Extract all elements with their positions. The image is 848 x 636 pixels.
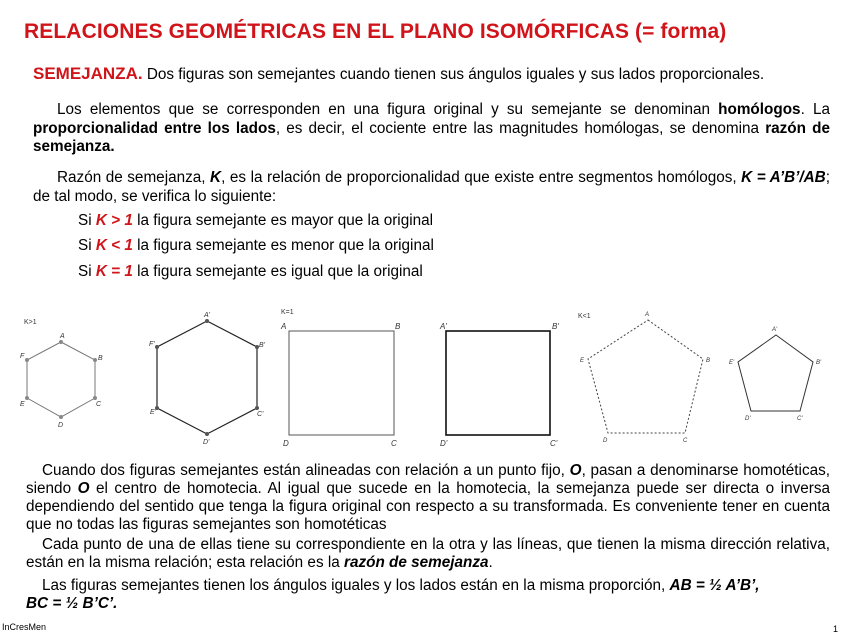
- label: D': [440, 439, 448, 448]
- paragraph-homoteticas: [26, 462, 830, 534]
- label: B': [816, 360, 822, 366]
- condition-text: la figura semejante es mayor que la original: [132, 212, 434, 229]
- text: Las figuras semejantes tienen los ángulos iguales y los lados están en la misma proporción,: [42, 577, 670, 594]
- label: C': [257, 411, 264, 418]
- paragraph-correspondencia: [26, 536, 830, 572]
- label: C: [391, 439, 397, 448]
- text: .: [488, 554, 493, 571]
- si: Si: [78, 237, 96, 254]
- text: , pasan a denominarse homotéticas, siendo: [26, 462, 830, 497]
- label: B: [706, 358, 711, 364]
- text: el centro de homotecia. Al igual que sucede en la homotecia, la semejanza puede ser directa o inversa dependiendo del sentido que tenga la figura original con respecto a su transformada. Es conveniente tener en cuenta que no todas las figuras semejantes son homotéticas: [26, 480, 830, 533]
- bold-term: razón de semejanza.: [33, 119, 830, 155]
- small-hexagon: [27, 342, 95, 417]
- label: F': [149, 341, 155, 348]
- label: F: [20, 353, 25, 360]
- paragraph-homologos: [33, 101, 830, 157]
- condition: K = 1: [95, 263, 133, 280]
- condition: K > 1: [95, 212, 133, 229]
- figures-illustration: [0, 298, 848, 453]
- label: E': [729, 360, 735, 366]
- large-hexagon: [157, 321, 257, 434]
- hex-caption: K>1: [24, 319, 37, 326]
- text: Cada punto de una de ellas tiene su correspondiente en la otra y las líneas, que tienen la misma dirección relativa, están en la misma relación; esta relación es la: [26, 536, 830, 571]
- label: A: [60, 333, 65, 340]
- large-pentagon: [588, 320, 703, 433]
- si: Si: [78, 212, 96, 229]
- text: ; de tal modo, se verifica lo siguiente:: [33, 169, 830, 205]
- label: C: [683, 438, 688, 444]
- text: , es la relación de proporcionalidad que existe entre segmentos homólogos,: [221, 169, 742, 186]
- condition: K < 1: [95, 237, 133, 254]
- paragraph-razon: [33, 169, 830, 206]
- label: C': [797, 416, 803, 422]
- label: A': [772, 327, 778, 333]
- o-symbol: O: [569, 462, 582, 479]
- text: Cuando dos figuras semejantes están alineadas con relación a un punto fijo,: [42, 462, 570, 479]
- label: B': [259, 342, 266, 349]
- k-symbol: K: [210, 169, 222, 186]
- condition-k-equal: [78, 263, 423, 281]
- label: C': [550, 439, 558, 448]
- label: D: [58, 422, 64, 429]
- condition-k-greater: [78, 212, 433, 230]
- square-original: [289, 331, 394, 435]
- semejanza-label: SEMEJANZA.: [33, 64, 143, 83]
- text: . La: [800, 101, 831, 118]
- square-similar: [446, 331, 550, 435]
- label: D': [203, 439, 210, 446]
- label: E: [20, 401, 25, 408]
- semejanza-text: Dos figuras son semejantes cuando tienen sus ángulos iguales y sus lados proporcionales.: [142, 66, 765, 83]
- label: A: [645, 312, 650, 318]
- square-caption: K=1: [281, 309, 294, 316]
- text: Los elementos que se corresponden en una figura original y su semejante se denominan: [57, 101, 719, 118]
- bold-term: razón de semejanza: [344, 554, 489, 571]
- page-number: 1: [833, 624, 839, 634]
- o-symbol: O: [77, 480, 90, 497]
- semejanza-definition: [33, 64, 833, 84]
- text: Razón de semejanza,: [57, 169, 211, 186]
- pent-caption: K<1: [578, 313, 591, 320]
- bold-term: homólogos: [718, 101, 801, 118]
- page-title: RELACIONES GEOMÉTRICAS EN EL PLANO ISOMÓRFICAS (= forma): [24, 20, 727, 43]
- label: C: [96, 401, 102, 408]
- formula: AB = ½ A’B’,: [669, 577, 760, 594]
- formula: K = A’B’/AB: [741, 169, 826, 186]
- label: D: [283, 439, 289, 448]
- paragraph-proporcion: [26, 577, 830, 613]
- label: E: [580, 358, 585, 364]
- label: A': [204, 312, 211, 319]
- label: D': [745, 416, 751, 422]
- condition-text: la figura semejante es menor que la original: [132, 237, 434, 254]
- si: Si: [78, 263, 96, 280]
- label: A': [440, 322, 447, 331]
- label: E': [150, 409, 157, 416]
- footer-author: InCresMen: [2, 622, 47, 632]
- condition-k-less: [78, 237, 434, 255]
- label: D: [603, 438, 608, 444]
- label: B: [395, 322, 401, 331]
- bold-term: proporcionalidad entre los lados: [33, 119, 276, 137]
- formula: BC = ½ B’C’.: [26, 595, 118, 612]
- label: B': [552, 322, 559, 331]
- condition-text: la figura semejante es igual que la original: [132, 263, 423, 280]
- small-pentagon: [738, 335, 813, 411]
- text: , es decir, el cociente entre las magnitudes homólogas, se denomina: [275, 119, 766, 137]
- label: B: [98, 355, 103, 362]
- label: A: [281, 322, 287, 331]
